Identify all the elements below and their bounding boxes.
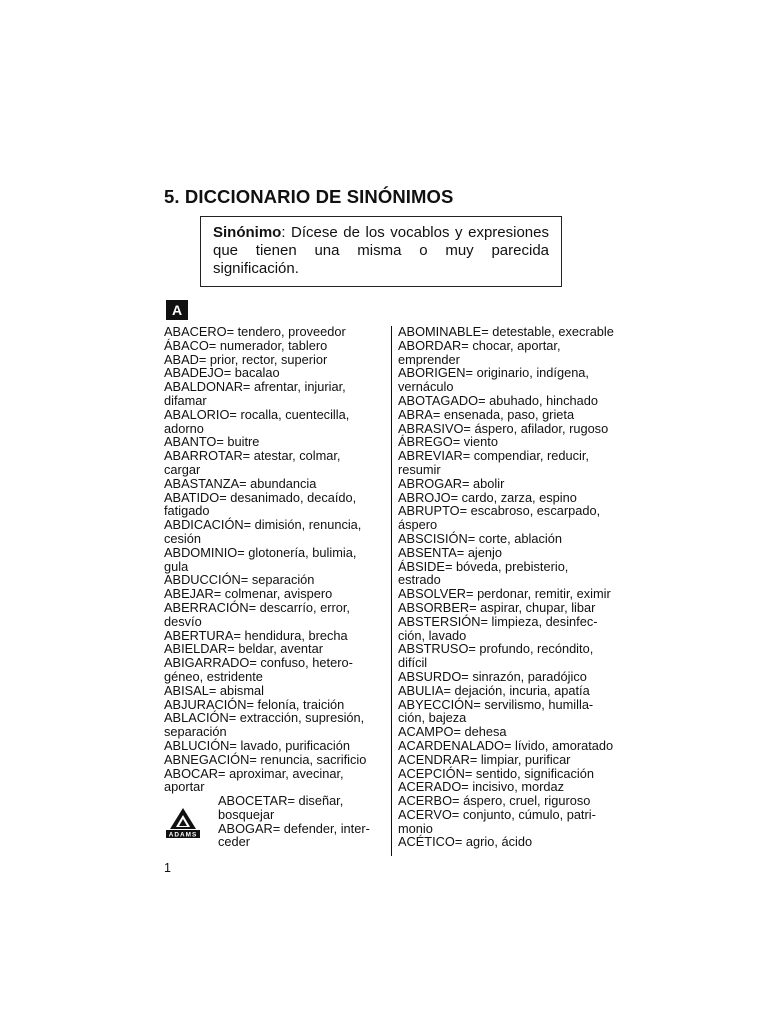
dictionary-entry-line: ABACERO= tendero, proveedor <box>164 324 346 339</box>
dictionary-entry-line: ACÉTICO= agrio, ácido <box>398 834 533 850</box>
adams-logo <box>166 807 200 839</box>
dictionary-entry-line: ABADEJO= bacalao <box>164 365 280 381</box>
dictionary-entry-line: ABSOLVER= perdonar, remitir, eximir <box>398 586 611 602</box>
dictionary-entry-line: ACENDRAR= limpiar, purificar <box>398 751 571 767</box>
dictionary-entry-line: ABROGAR= abolir <box>398 475 505 491</box>
dictionary-entry-line: desvío <box>164 613 202 629</box>
dictionary-entry-line: ABRA= ensenada, paso, grieta <box>398 406 575 422</box>
dictionary-entry-line: separación <box>164 724 227 740</box>
dictionary-entry-line: aportar <box>164 779 205 795</box>
dictionary-entry-line: ABRUPTO= escabroso, escarpado, <box>398 503 601 519</box>
entries-column-left <box>164 325 386 849</box>
dictionary-entry-line: ABREVIAR= compendiar, reducir, <box>398 448 589 464</box>
dictionary-entry-line: difícil <box>398 655 428 671</box>
dictionary-entry-line: bosquejar <box>218 806 275 822</box>
dictionary-entry-line: ABSCISIÓN= corte, ablación <box>398 530 562 546</box>
dictionary-entry-line: ABALDONAR= afrentar, injuriar, <box>164 379 346 395</box>
dictionary-entry-line: ABYECCIÓN= servilismo, humilla- <box>398 696 594 712</box>
dictionary-entry-line: ABLACIÓN= extracción, supresión, <box>164 710 365 726</box>
dictionary-entry-line: ABATIDO= desanimado, decaído, <box>164 489 357 505</box>
page-title: 5. DICCIONARIO DE SINÓNIMOS <box>164 186 454 207</box>
dictionary-entry-line: emprender <box>398 351 460 367</box>
dictionary-entry-line: ABERRACIÓN= descarrío, error, <box>164 599 350 615</box>
dictionary-entry-line: ACERADO= incisivo, mordaz <box>398 779 565 795</box>
dictionary-entry-line: ABSORBER= aspirar, chupar, libar <box>398 599 596 615</box>
dictionary-entry-line: áspero <box>398 517 438 533</box>
dictionary-entry-line: fatigado <box>164 503 210 519</box>
dictionary-entry-line: ABOCETAR= diseñar, <box>218 793 344 809</box>
dictionary-entry-line: adorno <box>164 420 204 436</box>
dictionary-entry-line: ÁBREGO= viento <box>398 434 498 450</box>
dictionary-entry-line: ACERVO= conjunto, cúmulo, patri- <box>398 806 596 822</box>
dictionary-entry-line: gula <box>164 558 189 574</box>
definition-text: : Dícese de los vocablos y expresiones que tienen una misma o muy parecida significación. <box>213 224 549 277</box>
dictionary-entry-line: estrado <box>398 572 441 588</box>
dictionary-entry-line: ACAMPO= dehesa <box>398 724 507 740</box>
dictionary-entry-line: ceder <box>218 834 251 850</box>
dictionary-entry-line: ABDOMINIO= glotonería, bulimia, <box>164 544 357 560</box>
dictionary-entry-line: ABRASIVO= áspero, afilador, rugoso <box>398 420 609 436</box>
section-letter-badge: A <box>166 300 188 320</box>
dictionary-entry-line: ABSTRUSO= profundo, recóndito, <box>398 641 594 657</box>
page-number: 1 <box>164 861 171 875</box>
dictionary-entry-line: ABIELDAR= beldar, aventar <box>164 641 323 657</box>
dictionary-entry-line: monio <box>398 820 433 836</box>
dictionary-entry-line: resumir <box>398 461 441 477</box>
definition-term: Sinónimo <box>213 224 282 241</box>
dictionary-entry-line: ABOMINABLE= detestable, execrable <box>398 324 614 339</box>
dictionary-entry-line: ABEJAR= colmenar, avispero <box>164 586 333 602</box>
dictionary-entry-line: ABAD= prior, rector, superior <box>164 351 328 367</box>
dictionary-entry-line: ACEPCIÓN= sentido, significación <box>398 765 594 781</box>
dictionary-entry-line: ABASTANZA= abundancia <box>164 475 317 491</box>
dictionary-entry-line: ABSURDO= sinrazón, paradójico <box>398 668 587 684</box>
dictionary-entry-line: ÁBACO= numerador, tablero <box>164 337 328 353</box>
dictionary-entry-line: ABOGAR= defender, inter- <box>218 820 370 836</box>
dictionary-entry-line: ABULIA= dejación, incuria, apatía <box>398 682 590 698</box>
entries-column-right <box>398 325 624 849</box>
dictionary-entry-line: ABERTURA= hendidura, brecha <box>164 627 348 643</box>
dictionary-entry-line: ABIGARRADO= confuso, hetero- <box>164 655 353 671</box>
dictionary-entry-line: cesión <box>164 530 201 546</box>
dictionary-entry-line: ABORDAR= chocar, aportar, <box>398 337 561 353</box>
dictionary-entry-line: ABOTAGADO= abuhado, hinchado <box>398 392 599 408</box>
dictionary-entry-line: ción, bajeza <box>398 710 467 726</box>
dictionary-entry-line: ABSTERSIÓN= limpieza, desinfec- <box>398 613 598 629</box>
dictionary-entry-line: ACARDENALADO= lívido, amoratado <box>398 737 614 753</box>
dictionary-entry-line: ABSENTA= ajenjo <box>398 544 502 560</box>
dictionary-entry-line: ABANTO= buitre <box>164 434 260 450</box>
dictionary-entry-line: difamar <box>164 392 207 408</box>
dictionary-entry-line: ABARROTAR= atestar, colmar, <box>164 448 341 464</box>
dictionary-entry-line: ABROJO= cardo, zarza, espino <box>398 489 577 505</box>
column-divider <box>391 326 392 856</box>
dictionary-entry-line: ABDUCCIÓN= separación <box>164 572 315 588</box>
dictionary-entry-line: ABALORIO= rocalla, cuentecilla, <box>164 406 350 422</box>
dictionary-entry-line: ción, lavado <box>398 627 467 643</box>
dictionary-entry-line: ÁBSIDE= bóveda, prebisterio, <box>398 558 569 574</box>
dictionary-entry-line: vernáculo <box>398 379 454 395</box>
dictionary-entry-line: ABORIGEN= originario, indígena, <box>398 365 589 381</box>
dictionary-entry-line: ACERBO= áspero, cruel, riguroso <box>398 793 591 809</box>
definition-box <box>200 216 562 287</box>
dictionary-entry-line: ABNEGACIÓN= renuncia, sacrificio <box>164 751 367 767</box>
dictionary-entry-line: ABJURACIÓN= felonía, traición <box>164 696 345 712</box>
dictionary-entry-line: cargar <box>164 461 201 477</box>
dictionary-entry-line: ABDICACIÓN= dimisión, renuncia, <box>164 517 362 533</box>
dictionary-entry-line: ABLUCIÓN= lavado, purificación <box>164 737 350 753</box>
adams-logo-icon <box>166 807 200 839</box>
dictionary-entry-line: ABOCAR= aproximar, avecinar, <box>164 765 344 781</box>
adams-logo-text: ADAMS <box>168 831 198 839</box>
dictionary-entry-line: géneo, estridente <box>164 668 263 684</box>
dictionary-entry-line: ABISAL= abismal <box>164 682 264 698</box>
